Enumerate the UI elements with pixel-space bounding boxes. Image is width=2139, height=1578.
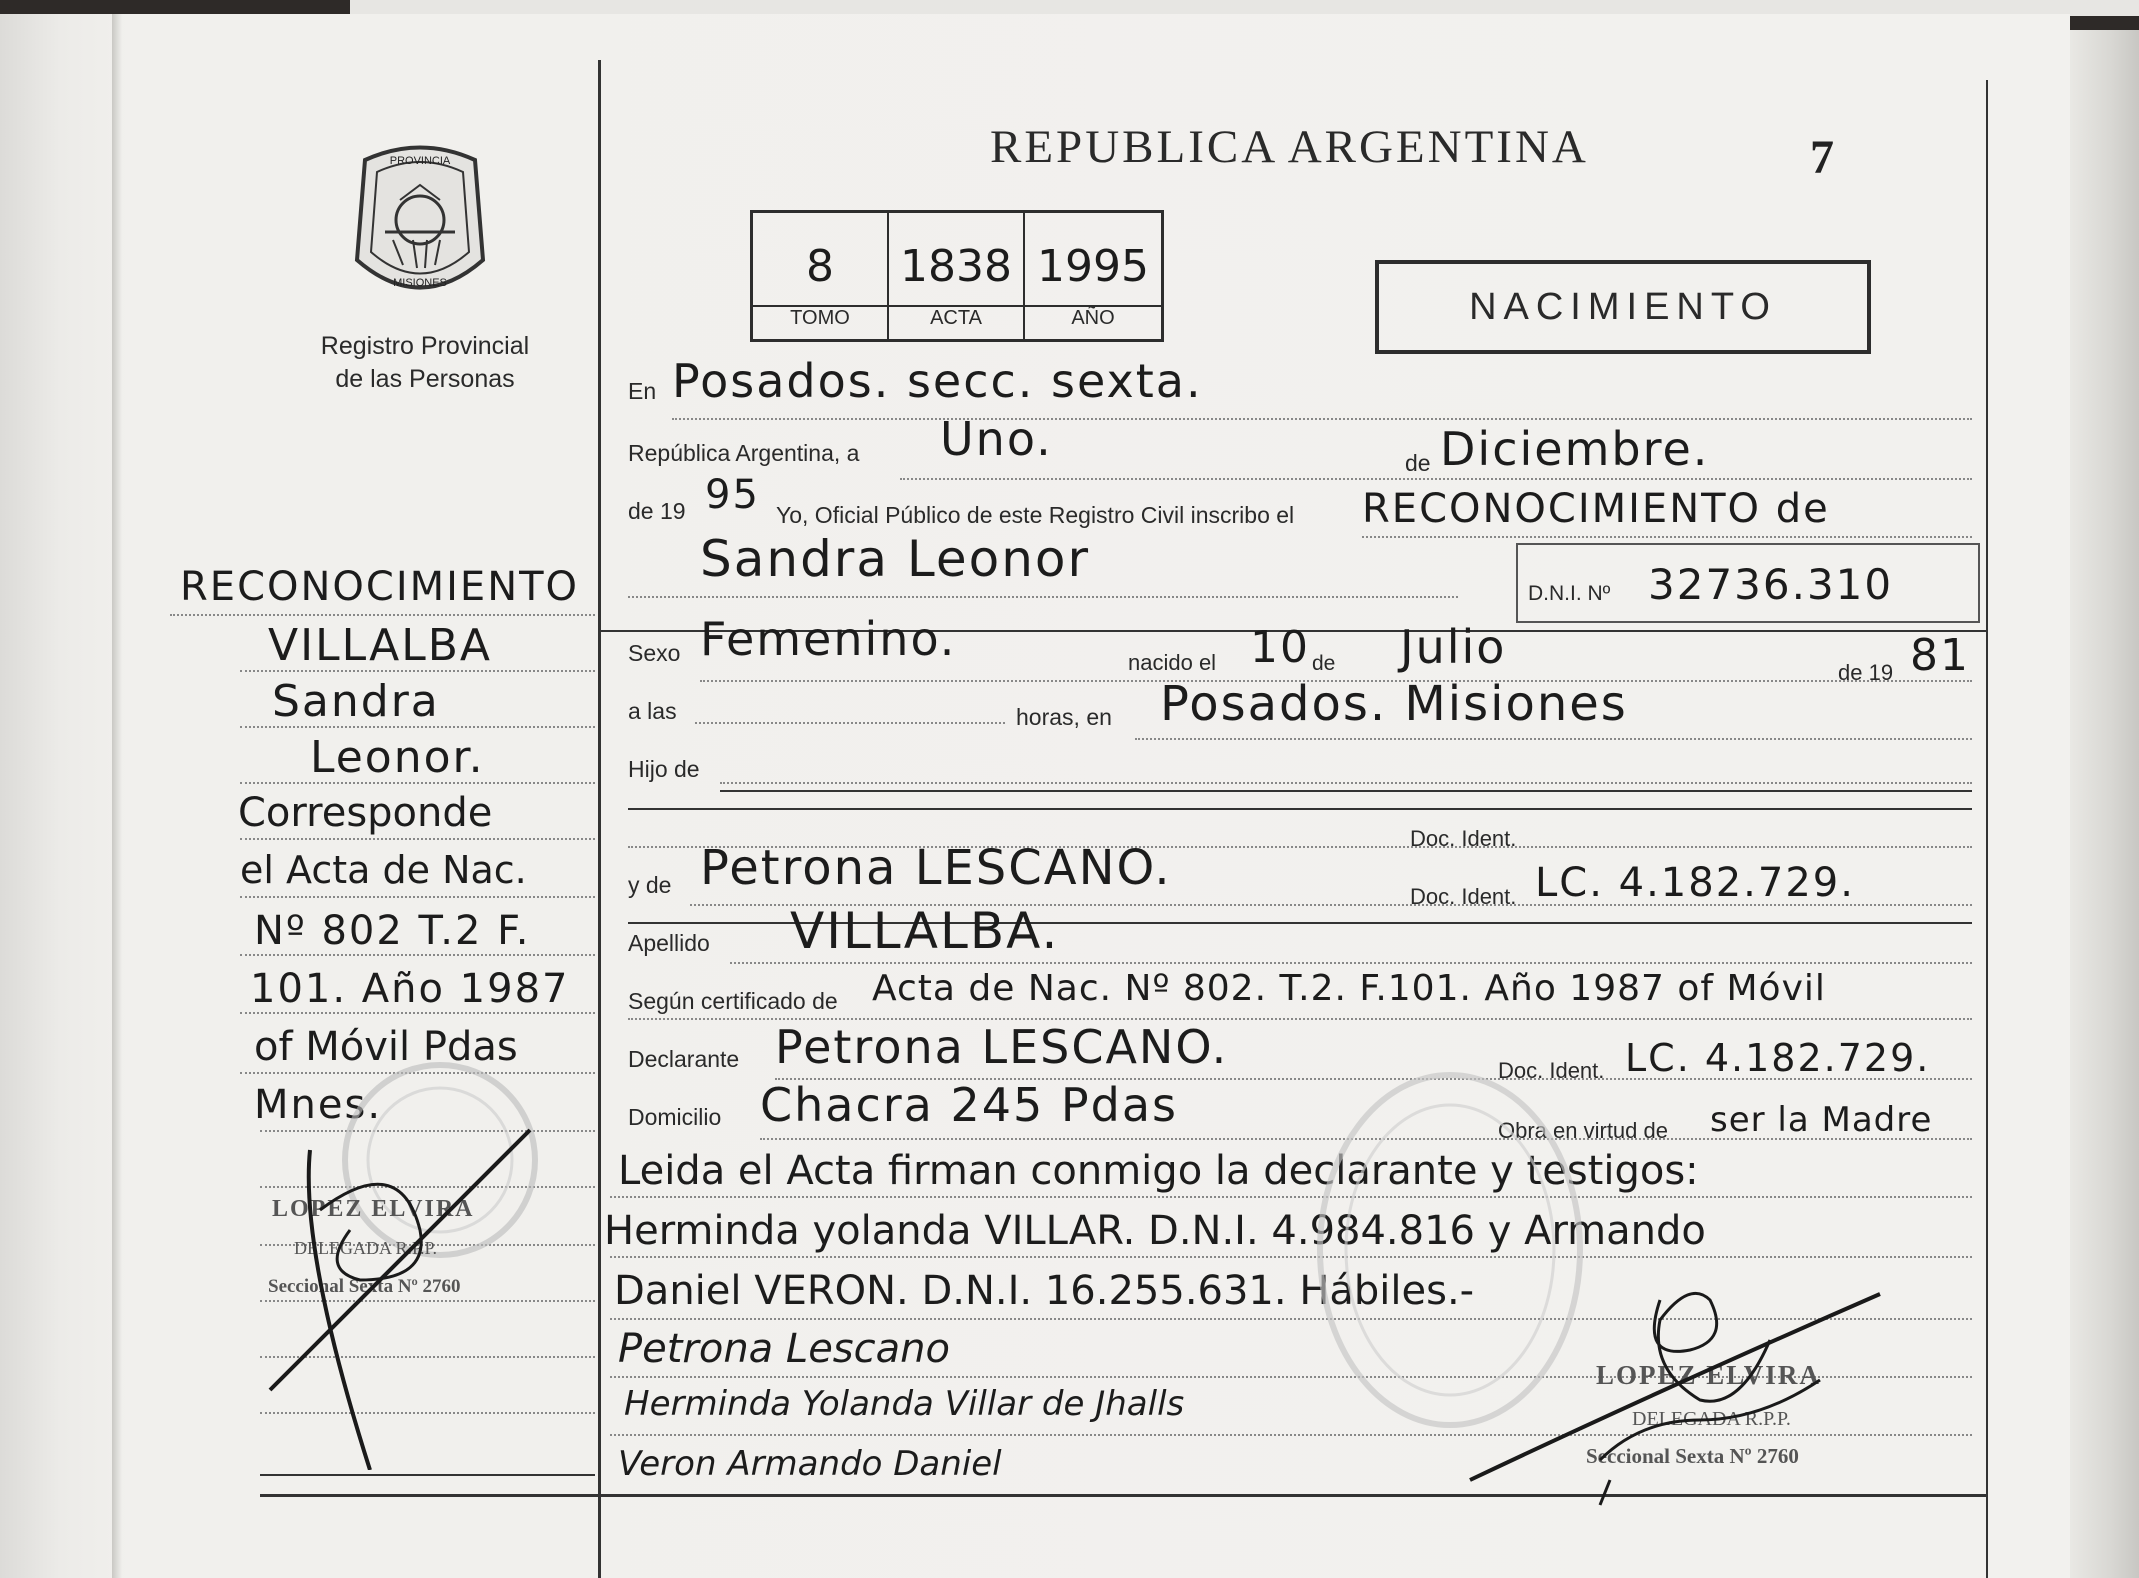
registry-name-line1: Registro Provincial [320,332,530,360]
dotted-line [240,782,595,784]
dotted-line [730,962,1972,964]
left-stamp-role: DELEGADA R.P.P. [294,1238,438,1258]
value-declarante-doc: LC. 4.182.729. [1625,1036,1931,1080]
value-inscripcion: RECONOCIMIENTO de [1362,486,1830,532]
value-anio: 95 [705,472,760,518]
page-edge [2070,30,2139,1578]
rule-line [260,1474,595,1476]
label-doc-ident-2: Doc. Ident. [1410,884,1517,909]
label-obra: Obra en virtud de [1498,1118,1668,1143]
label-y-de: y de [628,872,672,898]
label-dni: D.N.I. Nº [1528,582,1611,605]
seal-bottom-text: MISIONES [393,277,447,289]
value-declarante: Petrona LESCANO. [775,1020,1229,1074]
registry-name [300,330,550,396]
value-dni: 32736.310 [1648,560,1894,609]
right-border [1986,80,1988,1578]
value-dia-nac: 10 [1250,622,1310,673]
margin-note-line: VILLALBA [268,620,493,671]
free-text-line: Leida el Acta firman conmigo la declarante y testigos: [618,1148,1699,1194]
label-doc-ident-1: Doc. Ident. [1410,826,1517,851]
free-text-line: Daniel VERON. D.N.I. 16.255.631. Hábiles.- [614,1268,1475,1314]
label-a-las: a las [628,698,677,724]
register-table [750,210,1164,342]
label-segun-certificado: Según certificado de [628,988,838,1014]
label-apellido: Apellido [628,930,710,956]
page-number: 7 [1810,131,1834,184]
dotted-line [240,670,595,672]
seal-top-text: PROVINCIA [389,155,451,167]
dotted-line [240,726,595,728]
book-spine [112,14,122,1578]
signature-petrona: Petrona Lescano [618,1326,950,1372]
right-stamp-section: Seccional Sexta Nº 2760 [1586,1444,1799,1468]
label-de-nac: de [1312,652,1336,675]
value-domicilio: Chacra 245 Pdas [760,1078,1178,1132]
acta-label: ACTA [889,305,1023,337]
left-stamp-section: Seccional Sexta Nº 2760 [268,1276,461,1297]
right-stamp-role: DELEGADA R.P.P. [1632,1408,1791,1430]
signature-herminda: Herminda Yolanda Villar de Jhalls [624,1384,1185,1424]
rule-line [720,790,1972,792]
label-de: de [1405,450,1431,476]
margin-note-line: Sandra [272,676,440,727]
value-anio-nac: 81 [1910,630,1970,681]
label-nacido-el: nacido el [1128,650,1217,675]
label-declarante: Declarante [628,1046,740,1072]
value-obra: ser la Madre [1710,1100,1933,1140]
dotted-line [695,722,1005,724]
dotted-line [900,478,1972,480]
dotted-line [610,1256,1972,1258]
dotted-line [240,954,595,956]
value-lugar-nac: Posados. Misiones [1160,676,1628,732]
dotted-line [240,896,595,898]
free-text-line: Herminda yolanda VILLAR. D.N.I. 4.984.816 y Armando [604,1208,1706,1254]
province-seal-icon [345,140,495,300]
left-signature-icon [260,1110,560,1470]
dotted-line [720,782,1972,784]
document-type-box [1375,260,1871,354]
label-en: En [628,378,657,404]
value-dia: Uno. [940,412,1053,466]
acta-value: 1838 [900,241,1012,292]
tomo-value: 8 [806,241,834,292]
label-republica: República Argentina, a [628,440,860,466]
label-de-19: de 19 [628,498,686,524]
value-lugar: Posados. secc. sexta. [672,354,1203,408]
anio-cell [1025,213,1161,339]
margin-note-line: 101. Año 1987 [250,966,570,1012]
margin-note-line: Mnes. [254,1082,383,1128]
dotted-line [1135,738,1972,740]
anio-value: 1995 [1037,241,1149,292]
right-stamp-name: LOPEZ ELVIRA [1596,1360,1821,1390]
value-apellido: VILLALBA. [790,902,1060,960]
margin-note-line: el Acta de Nac. [240,848,527,892]
signature-veron: Veron Armando Daniel [618,1444,1002,1484]
right-signature-icon [1460,1280,1920,1520]
dotted-line [610,1196,1972,1198]
label-horas-en: horas, en [1016,704,1112,730]
tomo-label: TOMO [753,305,887,337]
dotted-line [628,596,1458,598]
label-de-19-nac: de 19 [1838,660,1894,685]
left-stamp-name: LOPEZ ELVIRA [272,1196,475,1222]
margin-note-line: RECONOCIMIENTO [180,564,580,610]
label-doc-ident-3: Doc. Ident. [1498,1058,1605,1083]
page-title: REPUBLICA ARGENTINA [990,121,1589,173]
dotted-line [240,1012,595,1014]
value-mes: Diciembre. [1440,422,1710,476]
margin-note-line: Leonor. [310,732,485,783]
margin-note-line: of Móvil Pdas [254,1024,518,1070]
anio-label: AÑO [1025,305,1161,337]
value-madre: Petrona LESCANO. [700,840,1172,896]
column-divider [598,60,601,1578]
margin-note-line: Corresponde [238,790,493,836]
label-sexo: Sexo [628,640,681,666]
acta-cell [889,213,1025,339]
rule-line [628,808,1972,810]
label-domicilio: Domicilio [628,1104,722,1130]
dotted-line [170,614,595,616]
dotted-line [240,838,595,840]
value-nombre: Sandra Leonor [700,530,1091,588]
dotted-line [672,418,1972,420]
tomo-cell [753,213,889,339]
label-yo-oficial: Yo, Oficial Público de este Registro Civil inscribo el [776,502,1295,528]
registry-name-line2: de las Personas [335,365,515,393]
value-madre-doc: LC. 4.182.729. [1535,860,1855,906]
margin-note-line: Nº 802 T.2 F. [254,908,531,954]
label-hijo-de: Hijo de [628,756,700,782]
value-mes-nac: Julio [1400,620,1507,674]
document-type-label: NACIMIENTO [1469,285,1777,328]
value-certificado: Acta de Nac. Nº 802. T.2. F.101. Año 1987 of Móvil [872,968,1826,1009]
value-sexo: Femenino. [700,612,957,666]
dotted-line [1362,536,1972,538]
